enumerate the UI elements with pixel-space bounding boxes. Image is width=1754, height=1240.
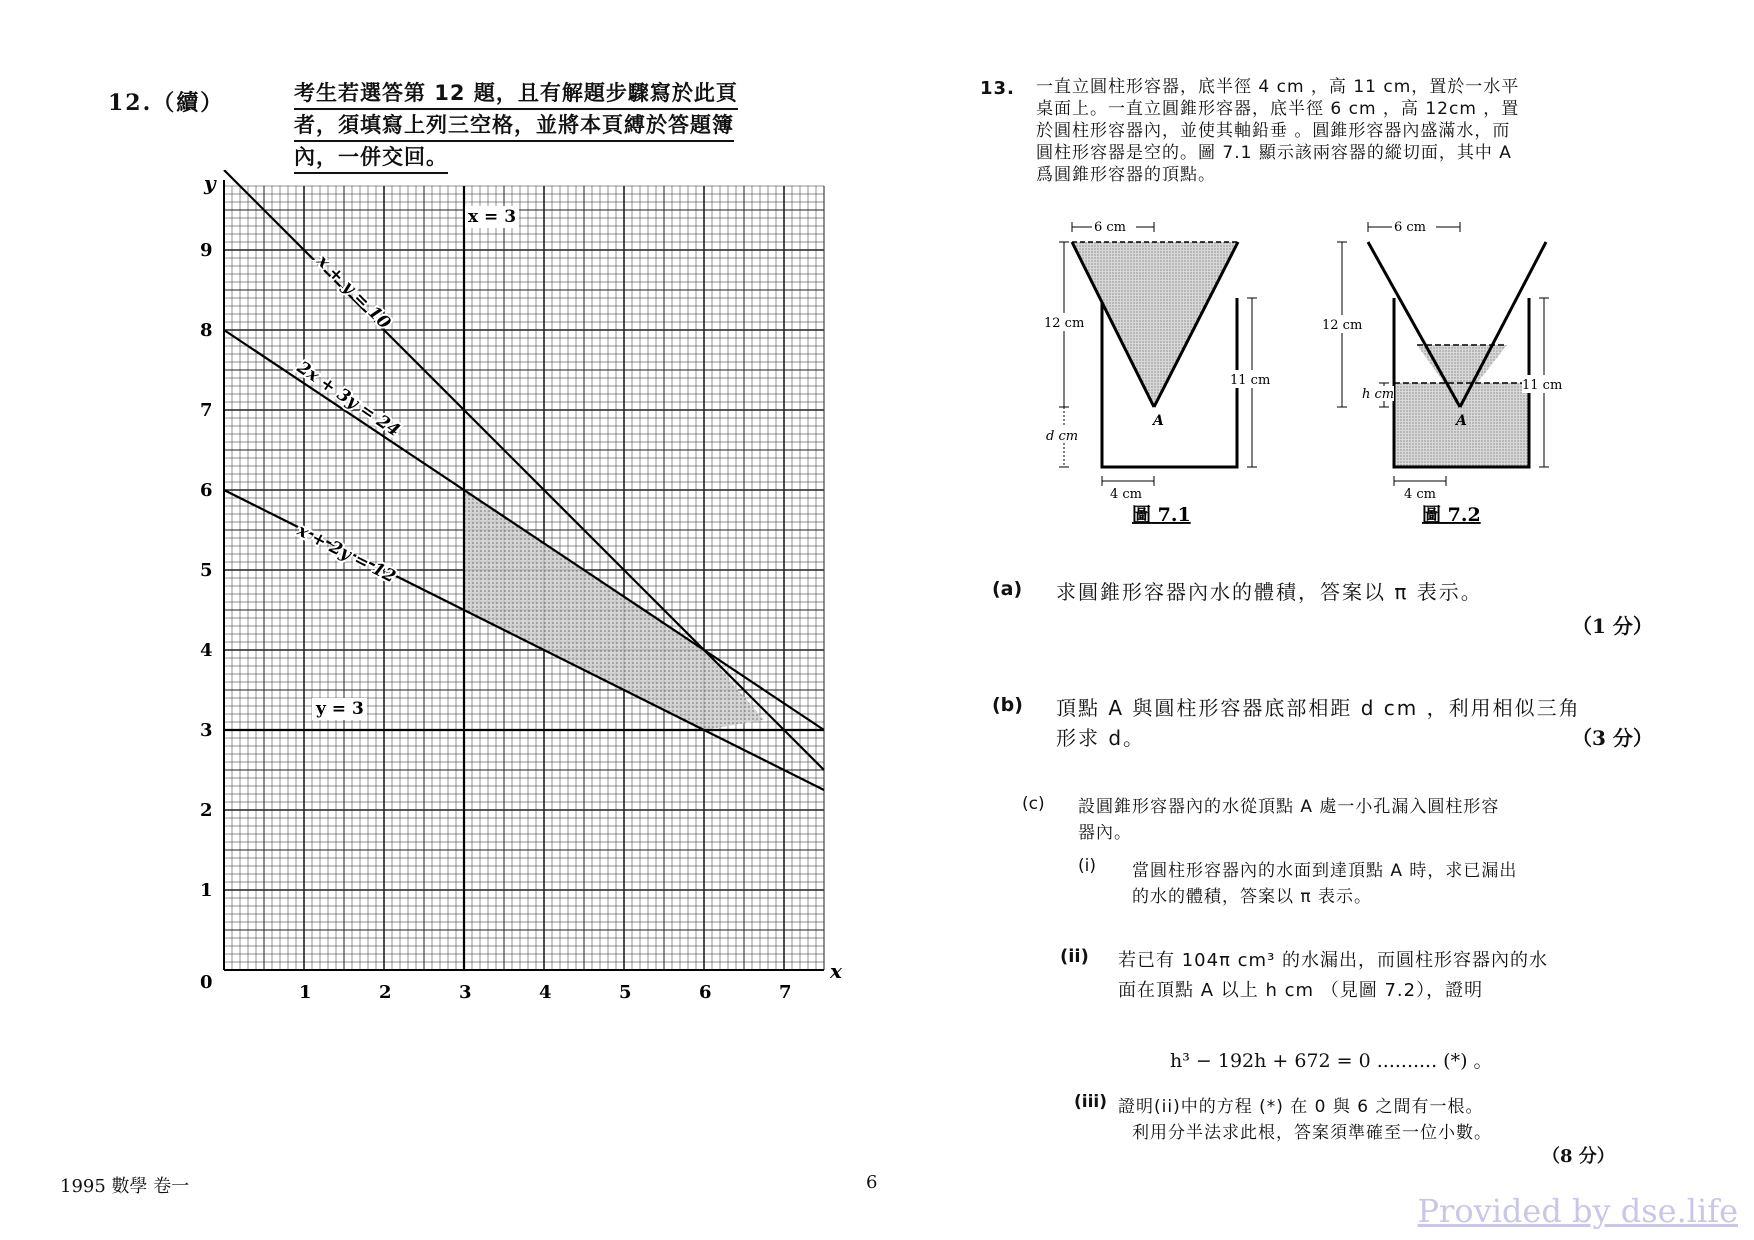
label-x-plus-y-10: x + y = 10 <box>312 251 395 334</box>
origin-label: 0 <box>200 972 213 993</box>
part-c-ii-label: (ii) <box>1060 946 1089 967</box>
x-tick-label: 2 <box>379 982 392 1003</box>
fig71-cyl-height-label: 11 cm <box>1230 373 1270 388</box>
part-c-iii-line1: 證明(ii)中的方程 (*) 在 0 與 6 之間有一根。 <box>1118 1097 1484 1117</box>
x-tick-label: 5 <box>619 982 632 1003</box>
label-2x-3y-24: 2x + 3y = 24 <box>293 357 404 441</box>
part-a-text: 求圓錐形容器內水的體積，答案以 π 表示。 <box>1056 580 1483 604</box>
part-c-i-line1: 當圓柱形容器內的水面到達頂點 A 時，求已漏出 <box>1132 861 1518 881</box>
vertex-a-label: A <box>1456 413 1467 429</box>
x-tick-label: 1 <box>299 982 312 1003</box>
x-tick-label: 7 <box>779 982 792 1003</box>
provided-by-watermark: Provided by dse.life <box>1417 1192 1738 1230</box>
y-tick-label: 8 <box>200 320 213 341</box>
fig71-height-label: 12 cm <box>1044 316 1085 331</box>
part-a-label: (a) <box>992 578 1023 600</box>
x-axis-label: x <box>830 959 842 983</box>
equation-star: h³ − 192h + 672 = 0 .......... (*) 。 <box>1170 1050 1493 1072</box>
y-tick-label: 9 <box>200 240 213 261</box>
part-b-marks: （3 分） <box>1572 726 1653 750</box>
q12-instruction-note <box>294 78 824 174</box>
part-c-line1: 設圓錐形容器內的水從頂點 A 處一小孔漏入圓柱形容 <box>1078 797 1500 817</box>
part-c-iii-label: (iii) <box>1074 1092 1108 1112</box>
x-tick-label: 6 <box>699 982 712 1003</box>
y-tick-label: 4 <box>200 640 213 661</box>
fig72-cyl-height-label: 11 cm <box>1522 378 1563 393</box>
y-tick-label: 1 <box>200 880 213 901</box>
intro-line: 桌面上。一直立圓錐形容器，底半徑 6 cm ，高 12cm ，置 <box>1036 99 1520 119</box>
figure-7-1 <box>1040 215 1270 525</box>
part-b-label: (b) <box>992 694 1023 716</box>
intro-line: 一直立圓柱形容器，底半徑 4 cm ，高 11 cm，置於一水平 <box>1036 77 1520 97</box>
fig72-caption: 圖 7.2 <box>1422 504 1481 525</box>
fig71-caption: 圖 7.1 <box>1132 504 1191 525</box>
y-axis-label: y <box>204 171 216 195</box>
series-line <box>224 170 824 770</box>
x-tick-label: 3 <box>459 982 472 1003</box>
part-c-marks: （8 分） <box>1542 1146 1615 1167</box>
part-c-line2: 器內。 <box>1078 823 1132 843</box>
fig71-top-label: 6 cm <box>1094 220 1127 235</box>
fig71-d-label: d cm <box>1046 429 1079 444</box>
x-tick-label: 4 <box>539 982 552 1003</box>
fig71-base-label: 4 cm <box>1110 487 1143 502</box>
y-tick-label: 3 <box>200 720 213 741</box>
label-y-eq-3: y = 3 <box>316 699 364 719</box>
cone-water <box>1072 242 1238 407</box>
linear-programming-graph <box>180 170 850 1010</box>
y-tick-label: 7 <box>200 400 213 421</box>
intro-line: 圓柱形容器是空的。圖 7.1 顯示該兩容器的縱切面，其中 A <box>1036 143 1512 163</box>
note-line-2: 者，須填寫上列三空格，並將本頁縛於答題簿 <box>294 110 734 142</box>
note-line-3: 內，一併交回。 <box>294 142 448 174</box>
label-x-2y-12: x + 2y = 12 <box>293 520 399 588</box>
part-c-iii-line2: 利用分半法求此根，答案須準確至一位小數。 <box>1132 1123 1492 1143</box>
question-12-number: 12.（續） <box>108 90 225 116</box>
page-number: 6 <box>866 1172 878 1193</box>
footer-paper-title: 1995 數學 卷一 <box>60 1176 190 1197</box>
intro-line: 爲圓錐形容器的頂點。 <box>1036 165 1216 185</box>
fig72-h-label: h cm <box>1362 387 1395 402</box>
part-b-line1: 頂點 A 與圓柱形容器底部相距 d cm ，利用相似三角 <box>1056 696 1581 720</box>
y-tick-label: 6 <box>200 480 213 501</box>
intro-line: 於圓柱形容器內，並使其軸鉛垂 。圓錐形容器內盛滿水，而 <box>1036 121 1511 141</box>
part-c-i-line2: 的水的體積，答案以 π 表示。 <box>1132 887 1373 907</box>
part-b-line2: 形求 d。 <box>1056 726 1146 750</box>
part-c-ii-line2: 面在頂點 A 以上 h cm （見圖 7.2），證明 <box>1118 980 1484 1001</box>
part-c-ii-line1: 若已有 104π cm³ 的水漏出，而圓柱形容器內的水 <box>1118 950 1549 971</box>
question-13-number: 13. <box>980 78 1015 99</box>
q13-intro <box>1036 76 1616 186</box>
y-tick-label: 2 <box>200 800 213 821</box>
part-c-i-label: (i) <box>1078 856 1096 876</box>
fig72-base-label: 4 cm <box>1404 487 1437 502</box>
label-x-eq-3: x = 3 <box>468 207 517 227</box>
fig72-height-label: 12 cm <box>1322 318 1363 333</box>
part-c-label: (c) <box>1022 794 1045 814</box>
y-tick-label: 5 <box>200 560 213 581</box>
note-line-1: 考生若選答第 12 題，且有解題步驟寫於此頁 <box>294 78 738 110</box>
figure-7-2 <box>1316 215 1576 525</box>
fig72-top-label: 6 cm <box>1394 220 1427 235</box>
part-a-marks: （1 分） <box>1572 614 1653 638</box>
vertex-a-label: A <box>1153 413 1164 429</box>
